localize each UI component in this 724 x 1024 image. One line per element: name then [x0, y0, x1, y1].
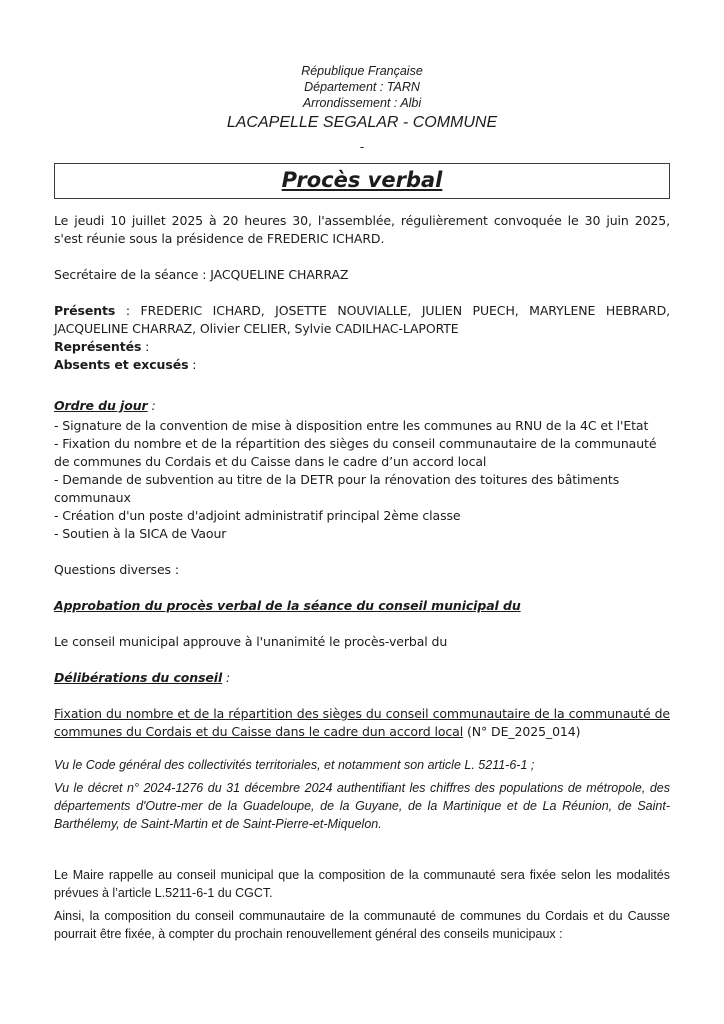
document-header: [54, 63, 670, 154]
representes-line: [54, 338, 670, 356]
vu-code-paragraph: Vu le Code général des collectivités territoriales, et notamment son article L. 5211-6-1 ;: [54, 758, 535, 772]
title-box: [54, 163, 670, 199]
arrondissement-line: Arrondissement : Albi: [302, 96, 422, 110]
deliberations-heading-text: Délibérations du conseil: [54, 670, 223, 685]
questions-diverses-line: Questions diverses :: [54, 562, 179, 577]
absents-label: Absents et excusés: [54, 357, 189, 372]
agenda-heading: [54, 397, 670, 415]
secretary-line: Secrétaire de la séance : JACQUELINE CHARRAZ: [54, 267, 349, 282]
republique-line: République Française: [301, 64, 423, 78]
separator-dash: -: [359, 140, 365, 154]
approbation-body: Le conseil municipal approuve à l'unanimité le procès-verbal du: [54, 634, 448, 649]
attendance-block: [54, 302, 670, 374]
agenda-heading-text: Ordre du jour: [54, 398, 148, 413]
maire-paragraph: Le Maire rappelle au conseil municipal que la composition de la communauté sera fixée selon les modalités prévues à l’article L.5211-6-1 du CGCT.: [54, 868, 670, 900]
presents-value: : FREDERIC ICHARD, JOSETTE NOUVIALLE, JULIEN PUECH, MARYLENE HEBRARD, JACQUELINE CHARRAZ, Olivier CELIER, Sylvie CADILHAC-LAPORTE: [54, 303, 670, 336]
presents-label: Présents: [54, 303, 116, 318]
agenda-item: - Soutien à la SICA de Vaour: [54, 526, 227, 541]
commune-line: LACAPELLE SEGALAR - COMMUNE: [226, 114, 498, 131]
agenda-item: - Création d'un poste d'adjoint administratif principal 2ème classe: [54, 508, 461, 523]
decision-title-text: Fixation du nombre et de la répartition des sièges du conseil communautaire de la communauté de communes du Cordais et du Caisse dans le cadre dun accord local: [54, 706, 670, 739]
agenda-heading-suffix: :: [147, 398, 156, 413]
agenda-item: - Fixation du nombre et de la répartition des sièges du conseil communautaire de la communauté de communes du Cordais et du Caisse dans le cadre d’un accord local: [54, 436, 657, 469]
document-title: Procès verbal: [281, 168, 443, 192]
deliberations-heading: [54, 669, 670, 687]
presents-line: [54, 302, 670, 338]
departement-line: Département : TARN: [304, 80, 420, 94]
agenda-item: - Demande de subvention au titre de la DETR pour la rénovation des toitures des bâtiments communaux: [54, 472, 620, 505]
approbation-heading: [54, 597, 670, 615]
agenda-list: [54, 417, 670, 543]
deliberations-heading-suffix: :: [222, 670, 231, 685]
decision-title-paragraph: [54, 705, 670, 741]
vu-decret-paragraph: Vu le décret n° 2024-1276 du 31 décembre 2024 authentifiant les chiffres des populations de métropole, des départements d'Outre-mer de la Guadeloupe, de la Guyane, de la Martinique et de La Réunion, de Saint-Barthélemy, de Saint-Martin et de Saint-Pierre-et-Miquelon.: [54, 781, 670, 831]
representes-label: Représentés: [54, 339, 142, 354]
decision-reference: (N° DE_2025_014): [463, 724, 581, 739]
approbation-heading-text: Approbation du procès verbal de la séance du conseil municipal du: [54, 598, 521, 613]
agenda-item: - Signature de la convention de mise à disposition entre les communes au RNU de la 4C et l'Etat: [54, 418, 649, 433]
ainsi-paragraph: Ainsi, la composition du conseil communautaire de la communauté de communes du Cordais et du Causse pourrait être fixée, à compter du prochain renouvellement général des conseils municipaux :: [54, 909, 670, 941]
absents-value: :: [188, 357, 197, 372]
representes-value: :: [141, 339, 150, 354]
absents-line: [54, 356, 670, 374]
session-intro-paragraph: Le jeudi 10 juillet 2025 à 20 heures 30, l'assemblée, régulièrement convoquée le 30 juin 2025, s'est réunie sous la présidence de FREDERIC ICHARD.: [54, 213, 670, 246]
